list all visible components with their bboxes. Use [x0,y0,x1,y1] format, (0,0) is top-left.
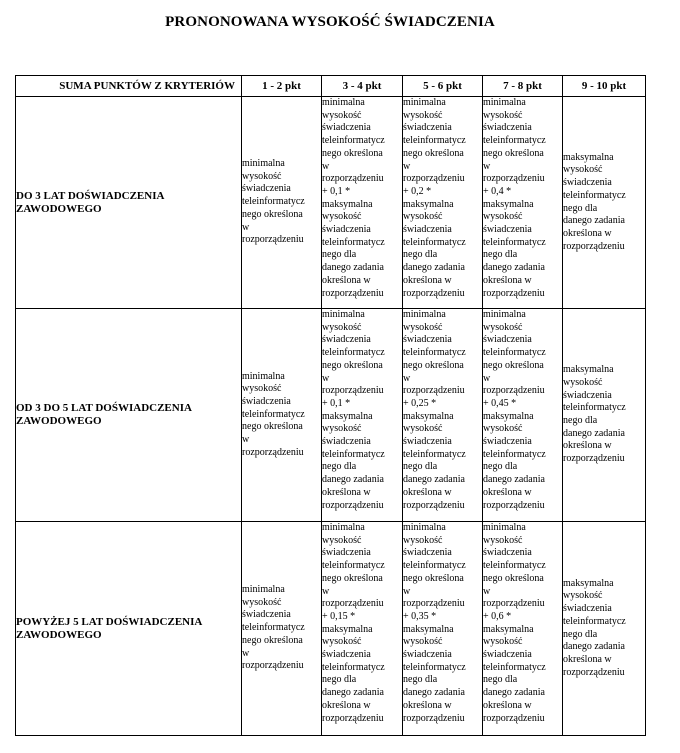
cell-text-line: rozporządzeniu [403,385,465,397]
cell-text-line: rozporządzeniu [483,385,545,397]
cell-text-line: świadczenia [483,122,532,134]
cell-text-line: teleinformatycz [483,135,546,147]
benefit-table [15,75,646,736]
cell-text-line: minimalna [403,522,446,533]
cell-text-line: w [483,585,491,597]
cell-text-line: maksymalna [563,151,614,163]
cell-text-line: wysokość [242,596,282,608]
cell-text-line: świadczenia [483,649,532,661]
cell-text-line: świadczenia [403,547,452,559]
cell-text-line: danego zadania [322,262,384,274]
cell-text-line: minimalna [242,158,285,170]
cell-text-line: nego określona [322,147,383,159]
cell-text-line: teleinformatycz [403,560,466,572]
cell-text-line: określona w [322,274,371,286]
cell-text-line: + 0,1 * [322,185,351,197]
cell-text-line: nego dla [563,202,598,214]
cell-text-line: w [403,585,411,597]
cell-text-line: rozporządzeniu [322,499,384,511]
cell-text-line: teleinformatycz [242,622,305,634]
table-row-3-to-5-years [16,309,646,522]
cell-text-line: teleinformatycz [403,347,466,359]
cell-text-line: teleinformatycz [483,661,546,673]
cell-text-line: teleinformatycz [403,661,466,673]
cell-text-line: wysokość [483,636,523,648]
cell-text-line: rozporządzeniu [483,287,545,299]
cell-3-4-pkt [322,309,403,522]
cell-text-line: nego określona [403,147,464,159]
cell-text-line: minimalna [322,522,365,533]
cell-text-line: w [403,372,411,384]
cell-text-line: w [403,160,411,172]
cell-text-line: wysokość [322,636,362,648]
cell-text-line: wysokość [403,423,443,435]
cell-text-line: + 0,6 * [483,610,512,622]
row-label-line: ZAWODOWEGO [16,202,102,215]
row-label-line: OD 3 DO 5 LAT DOŚWIADCZENIA [16,402,192,414]
cell-text-line: świadczenia [322,436,371,448]
cell-text-line: maksymalna [563,577,614,589]
cell-text-line: w [242,221,250,233]
cell-text-line: nego określona [403,572,464,584]
cell-text-line: maksymalna [403,410,454,422]
cell-text-line: wysokość [403,321,443,333]
cell-text-line: świadczenia [403,122,452,134]
row-label [16,97,242,309]
row-label [16,522,242,736]
cell-text-line: + 0,35 * [403,610,437,622]
cell-text-line: nego dla [403,461,438,473]
cell-text-line: nego dla [483,249,518,261]
cell-text-line: nego dla [322,674,357,686]
cell-text-line: nego określona [242,421,303,433]
cell-text-line: + 0,15 * [322,610,356,622]
cell-text-line: rozporządzeniu [483,598,545,610]
cell-text-line: minimalna [242,370,285,382]
cell-3-4-pkt [322,97,403,309]
cell-text-line: rozporządzeniu [483,712,545,724]
cell-text-line: maksymalna [483,410,534,422]
row-label-line: POWYŻEJ 5 LAT DOŚWIADCZENIA [16,615,203,628]
cell-text-line: rozporządzeniu [242,234,304,246]
cell-text-line: wysokość [403,636,443,648]
header-1-2-pkt: 1 - 2 pkt [242,76,322,97]
cell-1-2-pkt [242,97,322,309]
table-row-under-3-years [16,97,646,309]
cell-text-line: minimalna [403,309,446,320]
cell-text-line: wysokość [403,211,443,223]
cell-text-line: określona w [403,699,452,711]
cell-text-line: określona w [563,440,612,452]
cell-text-line: nego określona [483,359,544,371]
cell-text-line: + 0,1 * [322,397,351,409]
cell-5-6-pkt [403,522,483,736]
cell-text-line: teleinformatycz [563,189,626,201]
cell-text-line: świadczenia [403,224,452,236]
header-row [16,76,646,97]
cell-text-line: teleinformatycz [403,236,466,248]
cell-text-line: wysokość [403,109,443,121]
cell-1-2-pkt [242,309,322,522]
cell-text-line: nego określona [403,359,464,371]
cell-text-line: wysokość [483,109,523,121]
cell-text-line: nego dla [403,674,438,686]
cell-text-line: teleinformatycz [322,347,385,359]
cell-text-line: rozporządzeniu [563,666,625,678]
cell-text-line: nego określona [242,634,303,646]
cell-text-line: nego dla [403,249,438,261]
cell-text-line: teleinformatycz [483,560,546,572]
cell-text-line: rozporządzeniu [483,499,545,511]
cell-text-line: świadczenia [322,122,371,134]
cell-text-line: wysokość [563,164,603,176]
cell-text-line: danego zadania [403,474,465,486]
cell-text-line: teleinformatycz [322,448,385,460]
table-row-over-5-years [16,522,646,736]
cell-text-line: minimalna [242,584,285,596]
cell-text-line: minimalna [483,522,526,533]
cell-text-line: świadczenia [322,649,371,661]
cell-text-line: maksymalna [322,623,373,635]
cell-text-line: w [242,647,250,659]
cell-text-line: minimalna [322,97,365,108]
cell-text-line: świadczenia [483,334,532,346]
cell-text-line: danego zadania [403,687,465,699]
cell-text-line: wysokość [403,534,443,546]
cell-text-line: w [322,372,330,384]
cell-text-line: maksymalna [403,623,454,635]
cell-text-line: nego dla [483,461,518,473]
cell-text-line: wysokość [483,211,523,223]
cell-text-line: teleinformatycz [563,615,626,627]
cell-text-line: minimalna [403,97,446,108]
cell-text-line: teleinformatycz [563,402,626,414]
cell-text-line: maksymalna [563,364,614,376]
cell-text-line: świadczenia [322,547,371,559]
cell-text-line: teleinformatycz [322,661,385,673]
cell-text-line: określona w [322,486,371,498]
cell-3-4-pkt [322,522,403,736]
header-7-8-pkt: 7 - 8 pkt [483,76,563,97]
cell-text-line: teleinformatycz [483,448,546,460]
cell-text-line: maksymalna [483,623,534,635]
cell-text-line: wysokość [483,423,523,435]
cell-text-line: + 0,45 * [483,397,517,409]
row-label-line: DO 3 LAT DOŚWIADCZENIA [16,189,165,202]
cell-text-line: świadczenia [483,547,532,559]
cell-text-line: określona w [483,274,532,286]
cell-text-line: danego zadania [563,215,625,227]
cell-text-line: wysokość [563,590,603,602]
cell-9-10-pkt [563,309,646,522]
cell-text-line: świadczenia [563,177,612,189]
cell-text-line: wysokość [242,383,282,395]
header-5-6-pkt: 5 - 6 pkt [403,76,483,97]
cell-text-line: danego zadania [322,474,384,486]
cell-text-line: wysokość [322,534,362,546]
cell-text-line: maksymalna [322,198,373,210]
cell-text-line: wysokość [483,321,523,333]
cell-text-line: rozporządzeniu [563,453,625,465]
cell-text-line: maksymalna [403,198,454,210]
cell-text-line: świadczenia [403,334,452,346]
cell-text-line: danego zadania [403,262,465,274]
cell-text-line: określona w [563,653,612,665]
cell-text-line: świadczenia [242,183,291,195]
cell-text-line: w [322,585,330,597]
header-criteria: SUMA PUNKTÓW Z KRYTERIÓW [16,76,242,97]
cell-text-line: danego zadania [563,427,625,439]
cell-text-line: nego dla [322,249,357,261]
cell-text-line: rozporządzeniu [483,173,545,185]
cell-text-line: nego dla [563,628,598,640]
cell-text-line: świadczenia [483,436,532,448]
cell-text-line: + 0,4 * [483,185,512,197]
cell-text-line: nego określona [242,208,303,220]
cell-text-line: w [483,372,491,384]
cell-text-line: danego zadania [563,641,625,653]
cell-text-line: minimalna [483,309,526,320]
cell-text-line: rozporządzeniu [403,712,465,724]
row-label-line: ZAWODOWEGO [16,415,102,427]
page-title: PRONONOWANA WYSOKOŚĆ ŚWIADCZENIA [165,14,495,30]
cell-text-line: rozporządzeniu [322,173,384,185]
cell-text-line: rozporządzeniu [322,287,384,299]
cell-text-line: + 0,25 * [403,397,437,409]
cell-text-line: teleinformatycz [403,448,466,460]
cell-text-line: w [242,434,250,446]
cell-text-line: maksymalna [322,410,373,422]
cell-7-8-pkt [483,522,563,736]
cell-text-line: teleinformatycz [322,560,385,572]
cell-9-10-pkt [563,522,646,736]
row-label-line: ZAWODOWEGO [16,628,102,641]
cell-text-line: rozporządzeniu [242,446,304,458]
cell-text-line: świadczenia [563,603,612,615]
cell-text-line: + 0,2 * [403,185,432,197]
header-9-10-pkt: 9 - 10 pkt [563,76,646,97]
cell-text-line: wysokość [322,211,362,223]
row-label [16,309,242,522]
cell-text-line: teleinformatycz [483,236,546,248]
cell-text-line: określona w [322,699,371,711]
cell-text-line: wysokość [322,109,362,121]
cell-text-line: określona w [403,274,452,286]
cell-text-line: rozporządzeniu [403,173,465,185]
cell-text-line: wysokość [483,534,523,546]
cell-text-line: danego zadania [483,262,545,274]
cell-text-line: rozporządzeniu [403,287,465,299]
cell-text-line: rozporządzeniu [403,598,465,610]
cell-text-line: minimalna [322,309,365,320]
cell-text-line: wysokość [563,376,603,388]
cell-text-line: danego zadania [483,474,545,486]
cell-text-line: teleinformatycz [483,347,546,359]
cell-text-line: teleinformatycz [403,135,466,147]
cell-text-line: teleinformatycz [242,196,305,208]
cell-text-line: rozporządzeniu [563,240,625,252]
cell-text-line: w [322,160,330,172]
cell-text-line: w [483,160,491,172]
cell-text-line: teleinformatycz [322,236,385,248]
cell-text-line: nego określona [322,359,383,371]
cell-text-line: świadczenia [322,334,371,346]
cell-7-8-pkt [483,97,563,309]
cell-text-line: nego dla [563,415,598,426]
cell-text-line: maksymalna [483,198,534,210]
cell-text-line: nego określona [322,572,383,584]
cell-text-line: danego zadania [483,687,545,699]
cell-text-line: wysokość [322,423,362,435]
header-3-4-pkt: 3 - 4 pkt [322,76,403,97]
cell-1-2-pkt [242,522,322,736]
cell-text-line: określona w [563,227,612,239]
cell-text-line: teleinformatycz [242,408,305,420]
cell-text-line: świadczenia [322,224,371,236]
cell-text-line: określona w [403,486,452,498]
cell-text-line: rozporządzeniu [322,712,384,724]
cell-text-line: nego dla [483,674,518,686]
cell-text-line: świadczenia [563,389,612,401]
cell-text-line: rozporządzeniu [322,385,384,397]
cell-text-line: wysokość [322,321,362,333]
cell-text-line: świadczenia [242,395,291,407]
cell-text-line: teleinformatycz [322,135,385,147]
cell-5-6-pkt [403,97,483,309]
cell-text-line: określona w [483,699,532,711]
cell-text-line: świadczenia [242,609,291,621]
cell-text-line: nego dla [322,461,357,473]
cell-text-line: określona w [483,486,532,498]
cell-text-line: nego określona [483,572,544,584]
cell-text-line: wysokość [242,170,282,182]
cell-text-line: danego zadania [322,687,384,699]
cell-7-8-pkt [483,309,563,522]
cell-text-line: świadczenia [403,649,452,661]
cell-text-line: świadczenia [483,224,532,236]
cell-text-line: nego określona [483,147,544,159]
cell-text-line: rozporządzeniu [242,660,304,672]
cell-5-6-pkt [403,309,483,522]
cell-text-line: rozporządzeniu [322,598,384,610]
cell-text-line: rozporządzeniu [403,499,465,511]
cell-text-line: minimalna [483,97,526,108]
cell-9-10-pkt [563,97,646,309]
cell-text-line: świadczenia [403,436,452,448]
